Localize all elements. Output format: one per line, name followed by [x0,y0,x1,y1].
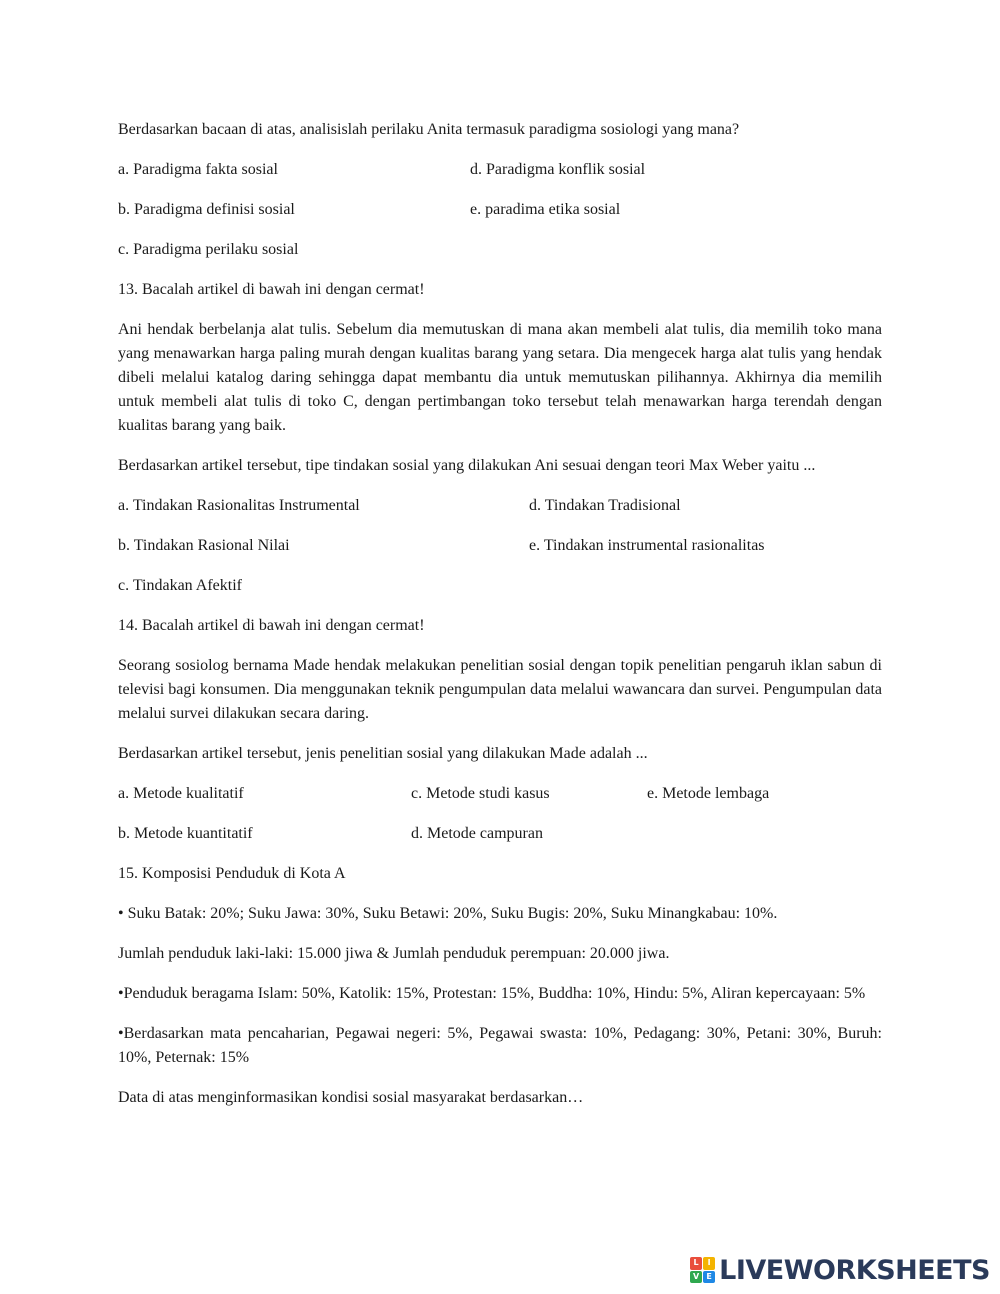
q13-option-a[interactable]: a. Tindakan Rasionalitas Instrumental [118,497,360,514]
q14-article: Seorang sosiolog bernama Made hendak melakukan penelitian sosial dengan topik penelitian pengaruh iklan sabun di televisi bagi konsumen. Dia menggunakan teknik pengumpulan data melalui wawancara dan survei. Pengumpulan data melalui survei dilakukan secara daring. [118,657,882,722]
liveworksheets-logo-text: LIVEWORKSHEETS [719,1254,990,1286]
q13-option-e[interactable]: e. Tindakan instrumental rasionalitas [529,537,765,554]
q13-option-b[interactable]: b. Tindakan Rasional Nilai [118,537,290,554]
q13-heading: 13. Bacalah artikel di bawah ini dengan cermat! [118,281,425,298]
q14-question: Berdasarkan artikel tersebut, jenis penelitian sosial yang dilakukan Made adalah ... [118,745,648,762]
q14-option-b[interactable]: b. Metode kuantitatif [118,825,253,842]
q14-option-e[interactable]: e. Metode lembaga [647,785,770,802]
q12-options-row-1 [118,158,882,182]
logo-tile-l: L [690,1257,702,1270]
logo-tile-e: E [703,1271,715,1284]
q12-option-b[interactable]: b. Paradigma definisi sosial [118,201,295,218]
q15-heading: 15. Komposisi Penduduk di Kota A [118,865,346,882]
q12-option-d[interactable]: d. Paradigma konflik sosial [470,161,646,178]
q15-ethnicity-line: • Suku Batak: 20%; Suku Jawa: 30%, Suku Betawi: 20%, Suku Bugis: 20%, Suku Minangkabau: 10%. [118,905,778,922]
q12-options-row-3 [118,238,882,262]
liveworksheets-logo-icon [690,1257,715,1283]
q12-option-e[interactable]: e. paradima etika sosial [470,201,621,218]
q15-population-line: Jumlah penduduk laki-laki: 15.000 jiwa & Jumlah penduduk perempuan: 20.000 jiwa. [118,945,670,962]
logo-tile-v: V [690,1271,702,1284]
q14-options-row-2 [118,822,882,846]
q13-article: Ani hendak berbelanja alat tulis. Sebelum dia memutuskan di mana akan membeli alat tulis, dia memilih toko mana yang menawarkan harga paling murah dengan kualitas barang yang setara. Dia mengecek harga alat tulis yang hendak dibeli melalui katalog daring sehingga dapat membantu dia untuk memutuskan pilihannya. Akhirnya dia memilih untuk membeli alat tulis di toko C, dengan pertimbangan toko tersebut telah menawarkan harga terendah dengan kualitas barang yang baik. [118,321,882,434]
q12-options-row-2 [118,198,882,222]
q13-option-c[interactable]: c. Tindakan Afektif [118,577,242,594]
q14-options-row-1 [118,782,882,806]
q13-option-d[interactable]: d. Tindakan Tradisional [529,497,681,514]
q15-religion-line: •Penduduk beragama Islam: 50%, Katolik: 15%, Protestan: 15%, Buddha: 10%, Hindu: 5%, Aliran kepercayaan: 5% [118,985,866,1002]
q14-heading: 14. Bacalah artikel di bawah ini dengan cermat! [118,617,425,634]
q14-option-c[interactable]: c. Metode studi kasus [411,785,550,802]
q12-option-a[interactable]: a. Paradigma fakta sosial [118,161,278,178]
q14-option-d[interactable]: d. Metode campuran [411,825,543,842]
logo-tile-i: I [703,1257,715,1270]
q13-options-row-3 [118,574,882,598]
q13-question: Berdasarkan artikel tersebut, tipe tindakan sosial yang dilakukan Ani sesuai dengan teori Max Weber yaitu ... [118,457,816,474]
worksheet-page [118,118,882,1126]
q12-question: Berdasarkan bacaan di atas, analisislah perilaku Anita termasuk paradigma sosiologi yang mana? [118,121,740,138]
q12-option-c[interactable]: c. Paradigma perilaku sosial [118,241,299,258]
q15-question: Data di atas menginformasikan kondisi sosial masyarakat berdasarkan… [118,1089,584,1106]
liveworksheets-logo [690,1254,990,1286]
q14-option-a[interactable]: a. Metode kualitatif [118,785,244,802]
q13-options-row-1 [118,494,882,518]
q13-options-row-2 [118,534,882,558]
q15-occupation-line: •Berdasarkan mata pencaharian, Pegawai negeri: 5%, Pegawai swasta: 10%, Pedagang: 30%, Petani: 30%, Buruh: 10%, Peternak: 15% [118,1025,882,1066]
